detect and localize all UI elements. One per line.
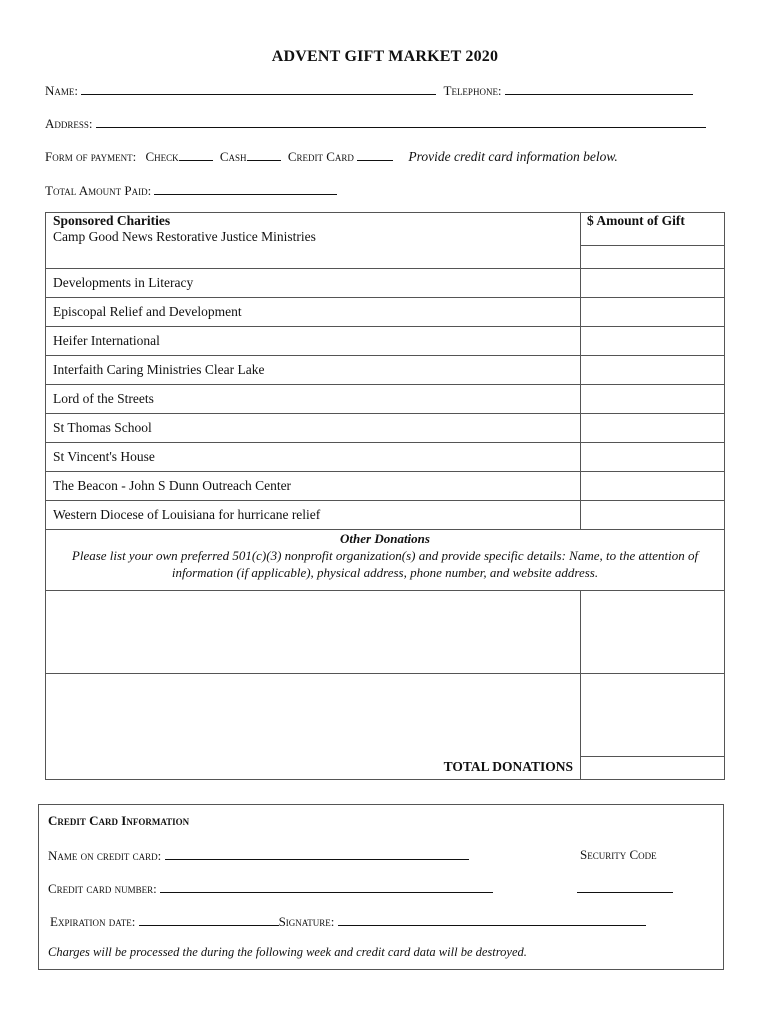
other-donation-amount-field[interactable]	[581, 673, 725, 756]
total-paid-row	[45, 182, 337, 199]
charities-table	[45, 212, 725, 780]
cc-number-field[interactable]	[160, 880, 493, 893]
payment-row	[45, 148, 618, 165]
security-code-row	[577, 880, 673, 898]
telephone-field[interactable]	[505, 82, 693, 95]
amount-field[interactable]	[581, 500, 725, 529]
cc-name-field[interactable]	[165, 847, 469, 860]
check-label: Check	[145, 149, 179, 164]
cash-field[interactable]	[247, 148, 281, 161]
amount-column-header	[581, 213, 725, 246]
table-row	[46, 413, 725, 442]
signature-field[interactable]	[338, 913, 646, 926]
table-row	[46, 268, 725, 297]
security-code-field[interactable]	[577, 880, 673, 893]
other-donations-title: Other Donations	[340, 530, 430, 546]
amount-field[interactable]	[581, 442, 725, 471]
total-donations-field[interactable]	[581, 756, 725, 779]
table-row	[46, 355, 725, 384]
expiration-field[interactable]	[139, 913, 279, 926]
expiration-label: Expiration date:	[50, 914, 136, 929]
charity-name: The Beacon - John S Dunn Outreach Center	[46, 471, 581, 500]
amount-field[interactable]	[581, 297, 725, 326]
security-code-label: Security Code	[580, 847, 657, 862]
credit-card-label: Credit Card	[287, 149, 354, 164]
name-field[interactable]	[81, 82, 436, 95]
charity-name: Developments in Literacy	[46, 268, 581, 297]
amount-field[interactable]	[581, 384, 725, 413]
cc-note-text: Charges will be processed the during the following week and credit card data will be destroyed.	[48, 945, 527, 959]
other-donations-cell	[46, 529, 725, 590]
charity-name: St Thomas School	[46, 413, 581, 442]
amount-field[interactable]	[581, 413, 725, 442]
amount-field[interactable]	[581, 326, 725, 355]
other-donation-entry	[46, 673, 725, 756]
other-donations-description: Please list your own preferred 501(c)(3) nonprofit organization(s) and provide specific details: Name, to the attention of information (if applicable), physical address, phone number, and website address.	[71, 547, 699, 580]
table-row	[46, 326, 725, 355]
cash-label: Cash	[219, 149, 247, 164]
name-row	[45, 82, 693, 99]
charity-name: Episcopal Relief and Development	[46, 297, 581, 326]
page-title: ADVENT GIFT MARKET 2020	[271, 48, 499, 65]
charity-name: St Vincent's House	[46, 442, 581, 471]
other-donation-details-field[interactable]	[46, 590, 581, 673]
table-row	[46, 500, 725, 529]
amount-field[interactable]	[581, 355, 725, 384]
cc-expiry-row	[50, 913, 646, 930]
charity-name: Interfaith Caring Ministries Clear Lake	[46, 355, 581, 384]
table-row	[46, 384, 725, 413]
total-donations-row	[46, 756, 725, 779]
total-paid-field[interactable]	[154, 182, 337, 195]
other-donation-amount-field[interactable]	[581, 590, 725, 673]
address-field[interactable]	[96, 115, 706, 128]
address-row	[45, 115, 706, 132]
charity-cell-spacer	[46, 245, 581, 268]
signature-label: Signature:	[278, 914, 335, 929]
charity-name: Heifer International	[46, 326, 581, 355]
amount-field[interactable]	[581, 245, 725, 268]
credit-card-field[interactable]	[357, 148, 393, 161]
other-donations-row	[46, 529, 725, 590]
charity-name: Western Diocese of Louisiana for hurricane relief	[46, 500, 581, 529]
charities-header-text: Sponsored Charities	[53, 213, 171, 228]
table-row	[46, 245, 725, 268]
table-header	[46, 213, 725, 246]
telephone-label: Telephone:	[443, 83, 502, 98]
total-paid-label: Total Amount Paid:	[45, 183, 152, 198]
cc-number-row	[48, 880, 493, 897]
address-label: Address:	[45, 116, 93, 131]
amount-header-text: $ Amount of Gift	[587, 213, 685, 228]
credit-card-section	[38, 804, 724, 970]
other-donation-details-field[interactable]	[46, 673, 581, 756]
cc-name-label: Name on credit card:	[48, 848, 162, 863]
cc-name-row	[48, 847, 469, 864]
cc-heading: Credit Card Information	[48, 813, 190, 828]
amount-field[interactable]	[581, 268, 725, 297]
check-field[interactable]	[179, 148, 213, 161]
table-row	[46, 442, 725, 471]
payment-label: Form of payment:	[45, 149, 137, 164]
name-label: Name:	[45, 83, 78, 98]
other-donation-entry	[46, 590, 725, 673]
total-donations-label: TOTAL DONATIONS	[46, 756, 581, 779]
table-row	[46, 471, 725, 500]
cc-note: Provide credit card information below.	[408, 149, 618, 164]
charity-name: Camp Good News Restorative Justice Ministries	[53, 229, 316, 244]
charities-column-header	[46, 213, 581, 246]
table-row	[46, 297, 725, 326]
amount-field[interactable]	[581, 471, 725, 500]
charity-name: Lord of the Streets	[46, 384, 581, 413]
cc-number-label: Credit card number:	[48, 881, 157, 896]
